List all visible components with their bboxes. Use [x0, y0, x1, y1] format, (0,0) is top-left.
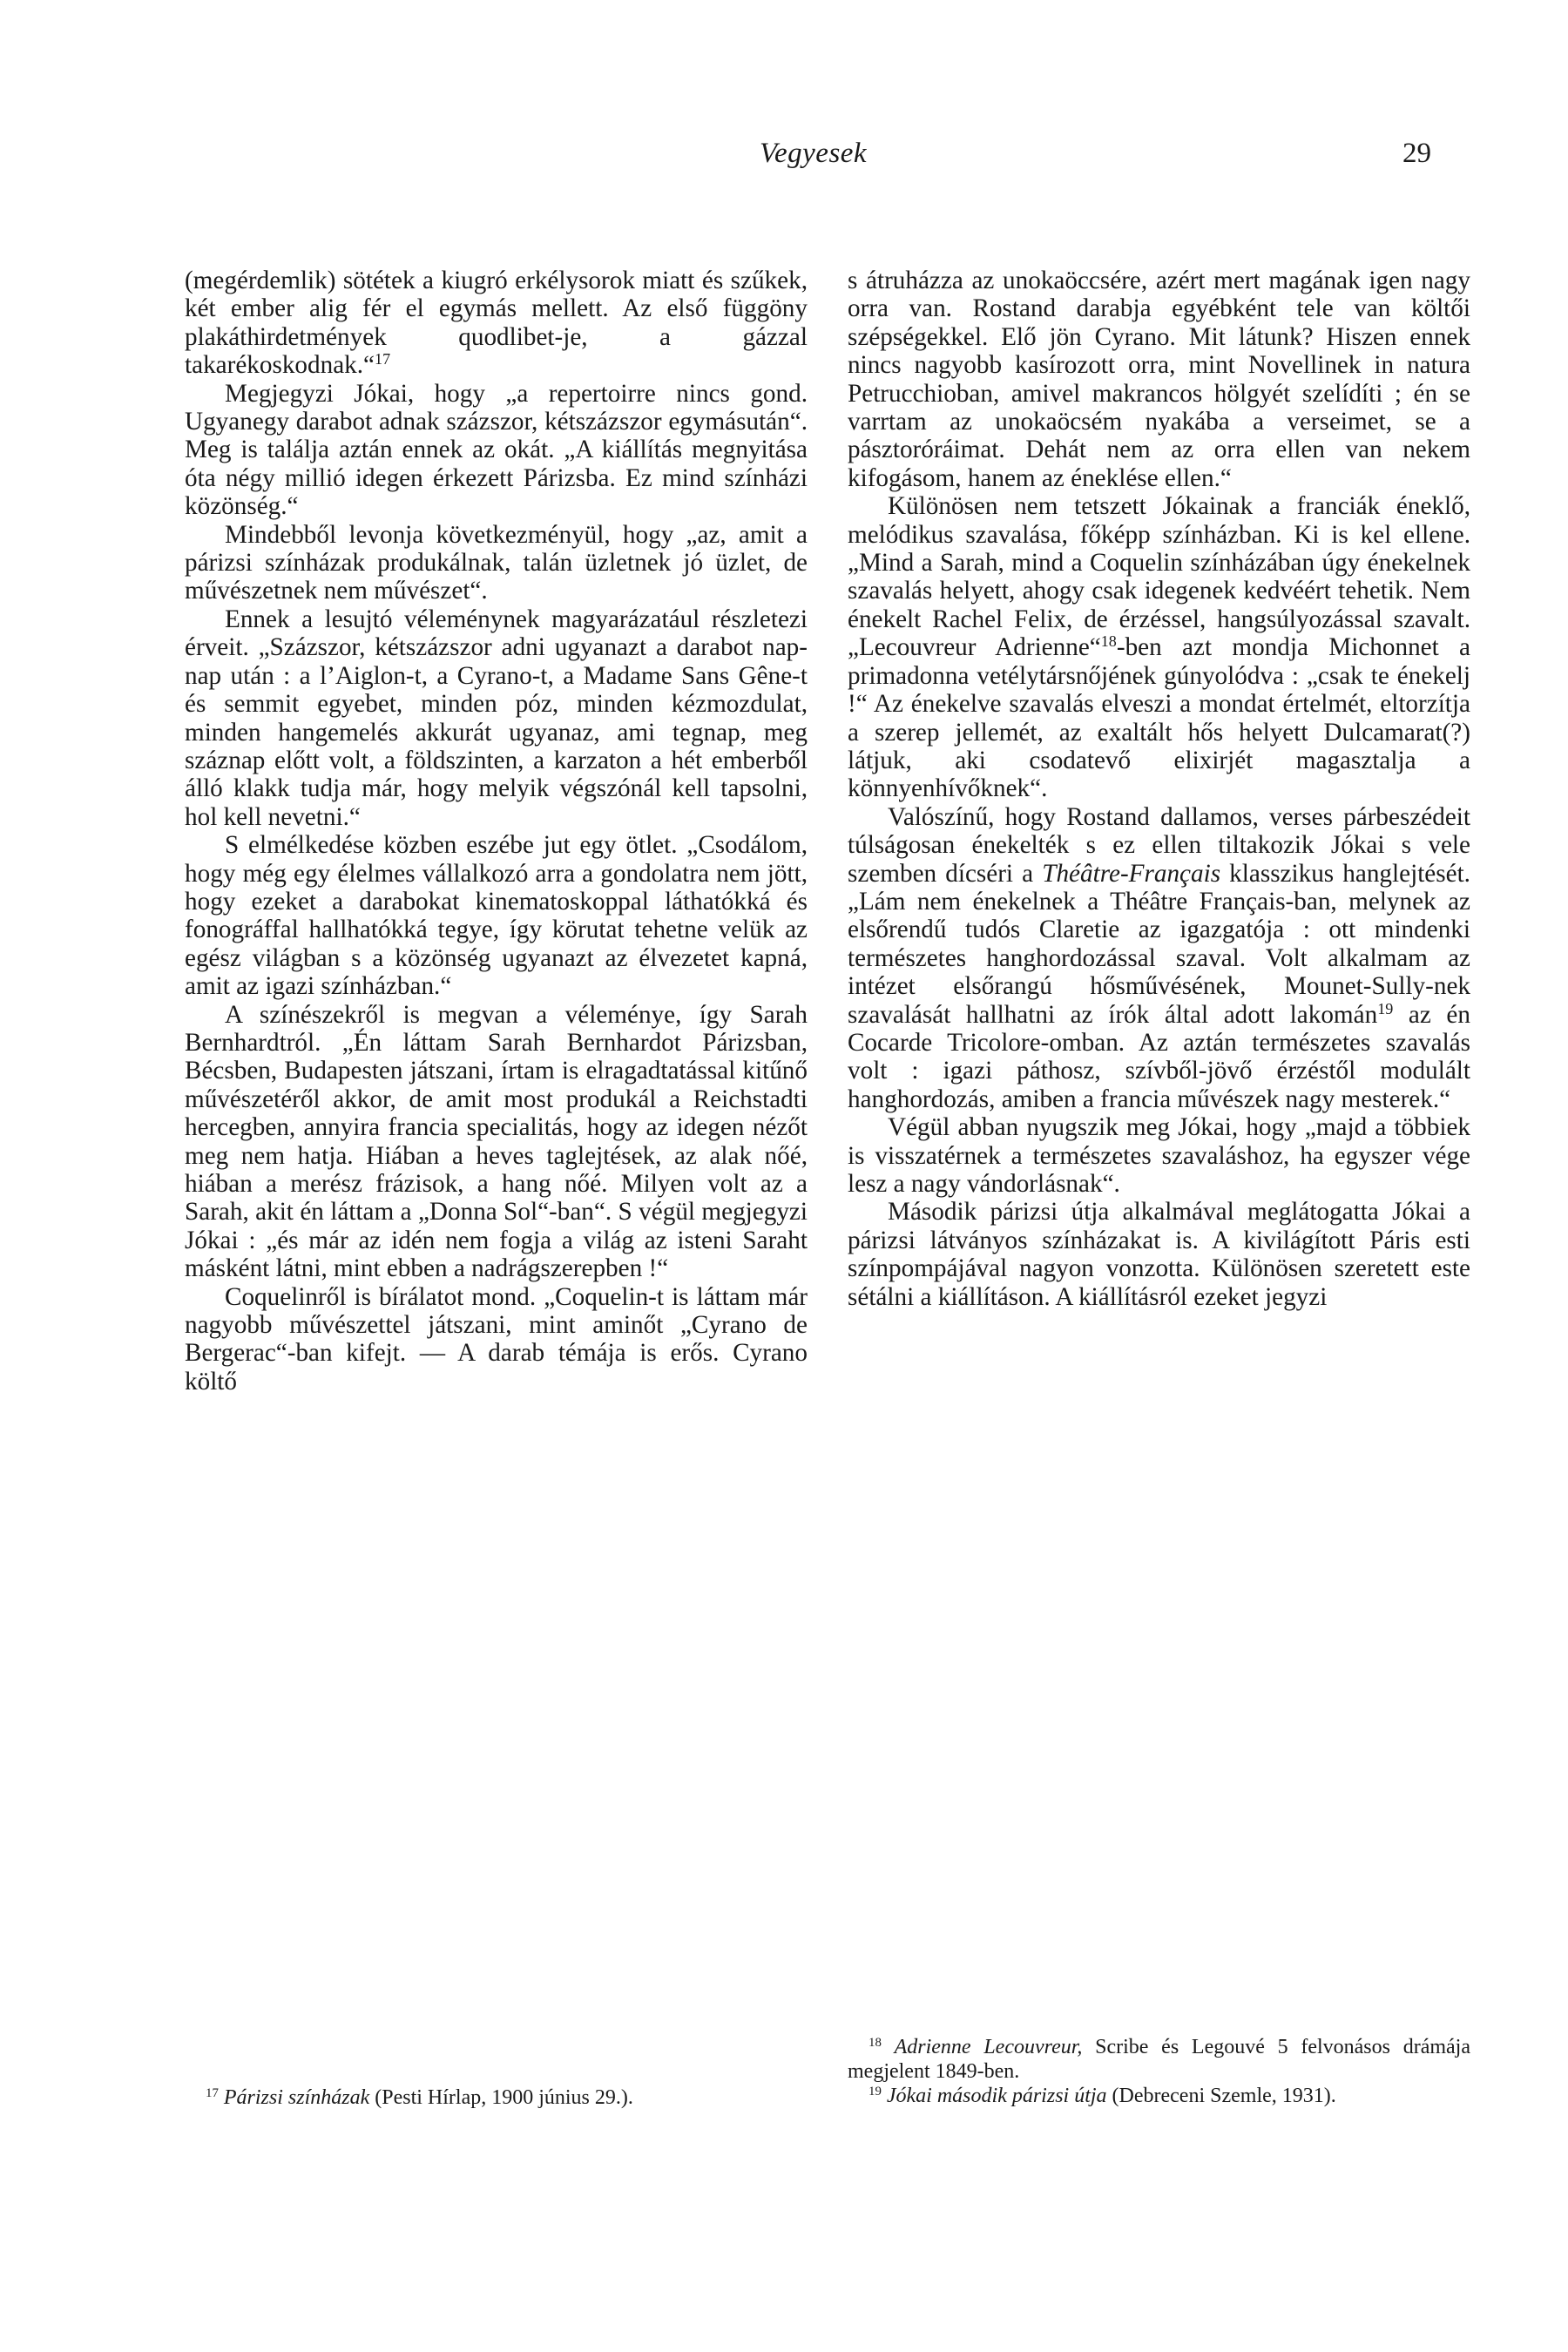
- paragraph: Mindebből levonja következményül, hogy „az, amit a párizsi színházak produkálnak, talán üzletnek jó üzlet, de művészetnek nem művészet“.: [185, 520, 808, 605]
- footnotes-left: [185, 2085, 808, 2110]
- running-title: Vegyesek: [760, 138, 868, 169]
- paragraph: Coquelinről is bírálatot mond. „Coquelin-t is láttam már nagyobb művészettel játszani, mint aminőt „Cyrano de Bergerac“-ban kifejt. — A darab témája is erős. Cyrano költő: [185, 1282, 808, 1396]
- paragraph: Ennek a lesujtó véleménynek magyarázatául részletezi érveit. „Százszor, kétszázszor adni ugyanazt a darabot nap-nap után : a l’Aiglon-t, a Cyrano-t, a Madame Sans Gêne-t és semmit egyebet, minden póz, minden kézmozdulat, minden hangemelés akkurát ugyanaz, ami tegnap, meg száznap előtt volt, a földszinten, a karzaton a hét emberből álló klakk tudja már, hogy melyik végszónál kell tapsolni, hol kell nevetni.“: [185, 605, 808, 831]
- paragraph: Második párizsi útja alkalmával meglátogatta Jókai a párizsi látványos színházakat is. A kivilágított Páris esti színpompájával nagyon vonzotta. Különösen szeretett este sétálni a kiállításon. A kiállításról ezeket jegyzi: [848, 1198, 1470, 1311]
- italic-title: Théâtre-Français: [1042, 859, 1221, 888]
- paragraph: Valószínű, hogy Rostand dallamos, verses párbeszédeit túlságosan énekelték s ez ellen tiltakozik Jókai s vele szemben dícséri a Théâtre-Français klasszikus hanglejtését. „Lám nem énekelnek a Théâtre Français-ban, melynek az elsőrendű tudós Claretie az igazgatója : ott mindenki természetes hanghordozással szaval. Volt alkalmam az intézet elsőrangú hősművésének, Mounet-Sully-nek szavalását hallhatni az írók által adott lakomán$^{19}$ az én Cocarde Tricolore-omban. Az aztán természetes szavalás volt : igazi páthosz, szívből-jövő érzéstől modulált hanghordozás, amiben a francia művészek nagy mesterek.“: [848, 802, 1470, 1113]
- paragraph: Végül abban nyugszik meg Jókai, hogy „majd a többiek is visszatérnek a természetes szavaláshoz, ha egyszer vége lesz a nagy vándorlásnak“.: [848, 1113, 1470, 1198]
- footnote-ref: 18: [1100, 632, 1117, 651]
- footnote-number: 19: [868, 2084, 882, 2099]
- right-column: [848, 267, 1470, 1311]
- paragraph: (megérdemlik) sötétek a kiugró erkélysorok miatt és szűkek, két ember alig fér el egymás mellett. Az első függöny plakáthirdetmények quodlibet-je, a gázzal takarékoskodnak.“$^{17}$: [185, 267, 808, 380]
- footnote-ref: 17: [375, 350, 391, 368]
- page-number: 29: [1402, 138, 1431, 169]
- footnote-number: 17: [206, 2085, 219, 2100]
- footnote: $^{19}$ Jókai második párizsi útja (Debreceni Szemle, 1931).: [868, 2084, 1336, 2107]
- page-header: [0, 138, 1568, 181]
- left-column: [185, 267, 808, 1396]
- paragraph: Megjegyzi Jókai, hogy „a repertoirre nincs gond. Ugyanegy darabot adnak százszor, kétszázszor egymásután“. Meg is találja aztán ennek az okát. „A kiállítás megnyitása óta négy millió idegen érkezett Párizsba. Ez mind színházi közönség.“: [185, 379, 808, 521]
- footnotes-right: [848, 2035, 1470, 2108]
- footnote: $^{17}$ Párizsi színházak (Pesti Hírlap, 1900 június 29.).: [206, 2085, 633, 2109]
- paragraph: s átruházza az unokaöccsére, azért mert magának igen nagy orra van. Rostand darabja egyébként tele van költői szépségekkel. Elő jön Cyrano. Mit látunk? Hiszen ennek nincs nagyobb kasírozott orra, mint Novellinek in natura Petrucchioban, amivel makrancos hölgyét szelídíti ; én se varrtam az unokaöcsém nyakába a verseimet, se a pásztoróráimat. Dehát nem az orra ellen van nekem kifogásom, hanem az éneklése ellen.“: [848, 267, 1470, 492]
- footnote-ref: 19: [1377, 999, 1394, 1017]
- paragraph: S elmélkedése közben eszébe jut egy ötlet. „Csodálom, hogy még egy élelmes vállalkozó arra a gondolatra nem jött, hogy ezeket a darabokat kinematoskoppal láthatókká és fonográffal hallhatókká tegye, így körutat tehetne velük az egész világban s a közönség ugyanazt az élvezetet kapná, amit az igazi színházban.“: [185, 831, 808, 1001]
- paragraph: A színészekről is megvan a véleménye, így Sarah Bernhardtról. „Én láttam Sarah Bernhardot Párizsban, Bécsben, Budapesten játszani, írtam is elragadtatással kitűnő művészetéről akkor, de amit most produkál a Reichstadti hercegben, annyira francia specialitás, hogy az idegen nézőt meg nem hatja. Hiában a heves taglejtések, az alak nőé, hiában a merész frázisok, a hang nőé. Milyen volt az a Sarah, akit én láttam a „Donna Sol“-ban“. S végül megjegyzi Jókai : „és már az idén nem fogja a világ az isteni Saraht másként látni, mint ebben a nadrágszerepben !“: [185, 1000, 808, 1283]
- footnote-number: 18: [868, 2035, 882, 2050]
- paragraph: Különösen nem tetszett Jókainak a franciák éneklő, melódikus szavalása, főképp színházban. Ki is kel ellene. „Mind a Sarah, mind a Coquelin színházában úgy énekelnek szavalás helyett, ahogy csak idegenek kedvéért tehetik. Nem énekelt Rachel Felix, de érzéssel, hangsúlyozással szavalt. „Lecouvreur Adrienne“$^{18}$-ben azt mondja Michonnet a primadonna vetélytársnőjének gúnyolódva : „csak te énekelj !“ Az énekelve szavalás elveszi a mondat értelmét, eltorzítja a szerep jellemét, az exaltált hős helyett Dulcamarat(?) látjuk, aki csodatevő elixirjét magasztalja a könnyenhívőknek“.: [848, 492, 1471, 803]
- footnote: $^{18}$ Adrienne Lecouvreur, Scribe és Legouvé 5 felvonásos drámája megjelent 1849-ben.: [848, 2035, 1470, 2083]
